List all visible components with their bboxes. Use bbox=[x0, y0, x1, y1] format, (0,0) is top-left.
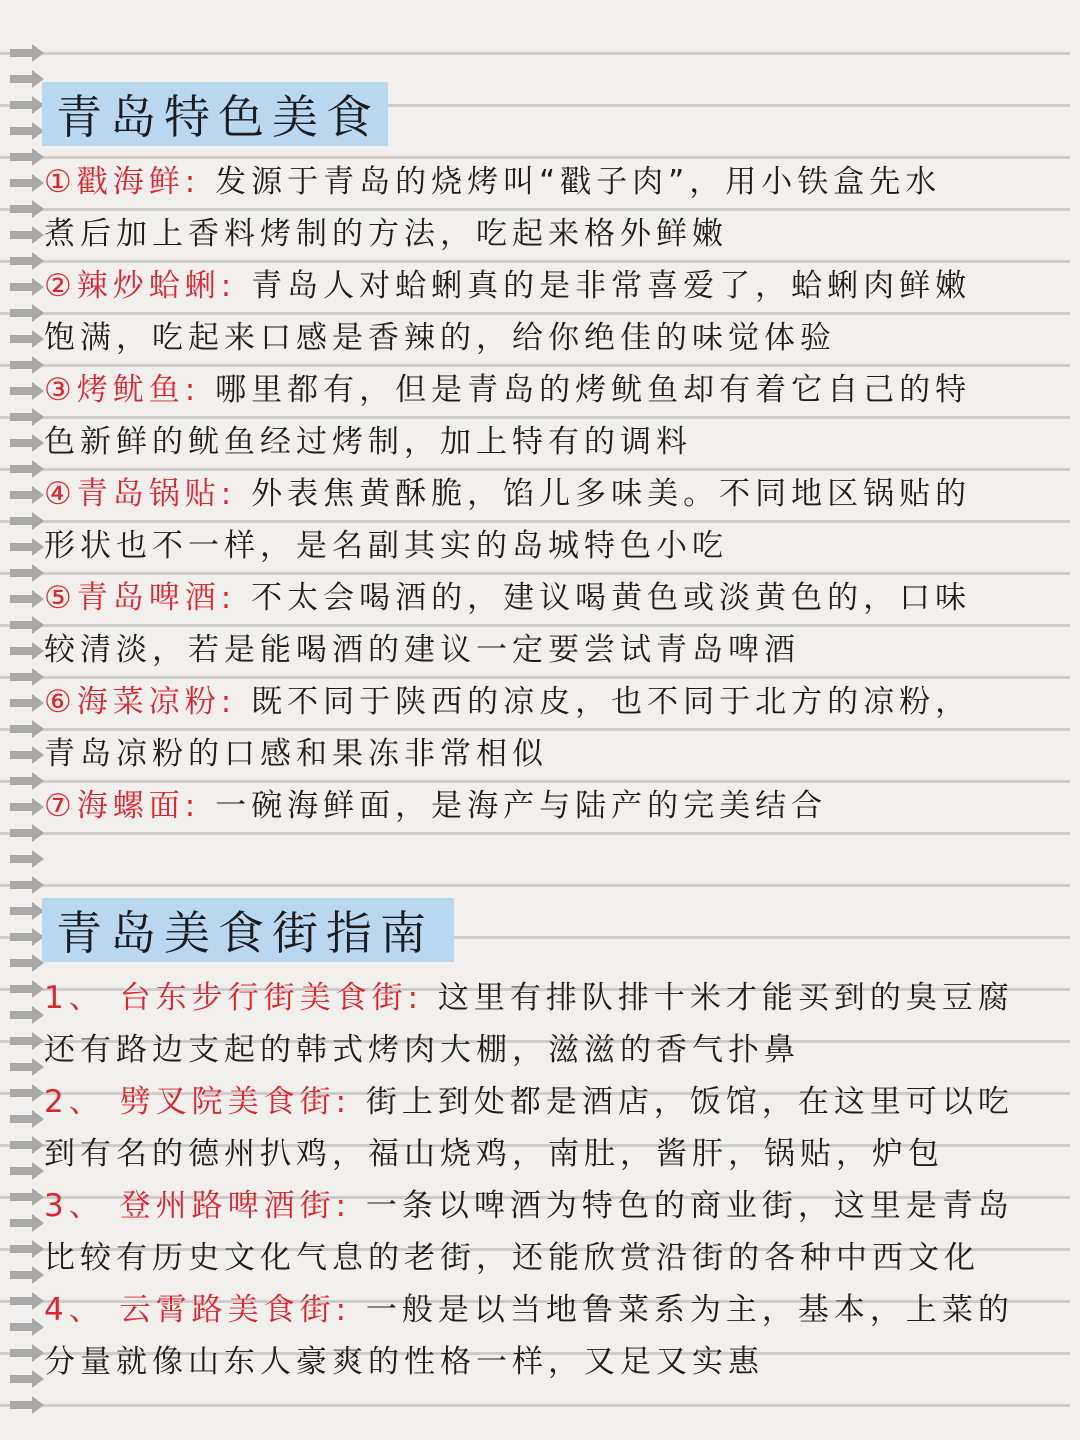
street-item-2-line-1 bbox=[44, 1076, 1054, 1128]
section-title: 青岛特色美食 bbox=[56, 90, 380, 144]
item-label: ④青岛锅贴: bbox=[44, 476, 237, 512]
food-item-2-line-1 bbox=[44, 260, 1054, 312]
margin-arrow-icon bbox=[10, 1058, 44, 1076]
item-text: 一条以啤酒为特色的商业街，这里是青岛 bbox=[365, 1188, 1014, 1224]
ruled-line bbox=[0, 832, 1070, 835]
item-text: 比较有历史文化气息的老街，还能欣赏沿街的各种中西文化 bbox=[44, 1240, 980, 1276]
item-label: 1、 台东步行街美食街: bbox=[44, 980, 424, 1016]
margin-arrow-icon bbox=[10, 356, 44, 374]
margin-arrow-icon bbox=[10, 1162, 44, 1180]
item-text: 煮后加上香料烤制的方法，吃起来格外鲜嫩 bbox=[44, 216, 728, 252]
item-text: 青岛人对蛤蜊真的是非常喜爱了，蛤蜊肉鲜嫩 bbox=[251, 268, 972, 304]
item-text: 一般是以当地鲁菜系为主，基本，上菜的 bbox=[365, 1292, 1014, 1328]
margin-arrow-icon bbox=[10, 902, 44, 920]
item-label: ⑦海螺面: bbox=[44, 788, 201, 824]
food-item-1-line-1 bbox=[44, 156, 1054, 208]
margin-arrow-icon bbox=[10, 330, 44, 348]
margin-arrow-icon bbox=[10, 876, 44, 894]
street-item-3-line-2 bbox=[44, 1232, 1054, 1284]
food-item-6-line-2 bbox=[44, 728, 1054, 780]
margin-arrow-icon bbox=[10, 564, 44, 582]
item-text: 分量就像山东人豪爽的性格一样，又足又实惠 bbox=[44, 1344, 764, 1380]
food-item-5-line-1 bbox=[44, 572, 1054, 624]
street-item-1-line-1 bbox=[44, 972, 1054, 1024]
margin-arrow-icon bbox=[10, 1370, 44, 1388]
margin-arrow-icon bbox=[10, 668, 44, 686]
food-item-4-line-2 bbox=[44, 520, 1054, 572]
item-text: 还有路边支起的韩式烤肉大棚，滋滋的香气扑鼻 bbox=[44, 1032, 800, 1068]
item-label: ①戳海鲜: bbox=[44, 164, 201, 200]
margin-arrow-icon bbox=[10, 1396, 44, 1414]
margin-arrow-icon bbox=[10, 512, 44, 530]
margin-arrow-icon bbox=[10, 1032, 44, 1050]
ruled-line bbox=[0, 884, 1070, 887]
margin-arrow-icon bbox=[10, 434, 44, 452]
item-text: 发源于青岛的烧烤叫“戳子肉”，用小铁盒先水 bbox=[215, 164, 942, 200]
margin-arrow-icon bbox=[10, 1318, 44, 1336]
margin-arrow-icon bbox=[10, 642, 44, 660]
item-text: 这里有排队排十米才能买到的臭豆腐 bbox=[437, 980, 1014, 1016]
item-text: 既不同于陕西的凉皮，也不同于北方的凉粉， bbox=[251, 684, 972, 720]
margin-arrow-icon bbox=[10, 1266, 44, 1284]
food-item-6-line-1 bbox=[44, 676, 1054, 728]
margin-arrow-icon bbox=[10, 720, 44, 738]
margin-arrow-icon bbox=[10, 1240, 44, 1258]
margin-arrow-icon bbox=[10, 226, 44, 244]
food-item-5-line-2 bbox=[44, 624, 1054, 676]
section-heading-food-street-guide bbox=[42, 898, 454, 962]
margin-arrow-icon bbox=[10, 850, 44, 868]
item-text: 街上到处都是酒店，饭馆，在这里可以吃 bbox=[365, 1084, 1014, 1120]
margin-arrow-icon bbox=[10, 148, 44, 166]
margin-arrow-icon bbox=[10, 1214, 44, 1232]
item-label: ⑤青岛啤酒: bbox=[44, 580, 237, 616]
item-label: ③烤鱿鱼: bbox=[44, 372, 201, 408]
street-item-4-line-2 bbox=[44, 1336, 1054, 1388]
margin-arrow-icon bbox=[10, 694, 44, 712]
margin-arrow-icon bbox=[10, 1136, 44, 1154]
margin-arrow-icon bbox=[10, 538, 44, 556]
margin-arrow-icon bbox=[10, 460, 44, 478]
item-text: 较清淡，若是能喝酒的建议一定要尝试青岛啤酒 bbox=[44, 632, 800, 668]
margin-arrow-icon bbox=[10, 798, 44, 816]
food-item-1-line-2 bbox=[44, 208, 1054, 260]
margin-arrow-icon bbox=[10, 1084, 44, 1102]
margin-arrow-icon bbox=[10, 382, 44, 400]
street-item-3-line-1 bbox=[44, 1180, 1054, 1232]
margin-arrow-icon bbox=[10, 278, 44, 296]
street-item-4-line-1 bbox=[44, 1284, 1054, 1336]
margin-arrow-icon bbox=[10, 1188, 44, 1206]
margin-arrow-icon bbox=[10, 486, 44, 504]
item-label: ②辣炒蛤蜊: bbox=[44, 268, 237, 304]
section-heading-specialty-food bbox=[42, 82, 388, 146]
margin-arrow-icon bbox=[10, 252, 44, 270]
item-label: 2、 劈叉院美食街: bbox=[44, 1084, 352, 1120]
margin-arrow-icon bbox=[10, 590, 44, 608]
margin-arrow-icon bbox=[10, 980, 44, 998]
margin-arrow-icon bbox=[10, 408, 44, 426]
item-text: 外表焦黄酥脆，馅儿多味美。不同地区锅贴的 bbox=[251, 476, 972, 512]
item-text: 形状也不一样，是名副其实的岛城特色小吃 bbox=[44, 528, 728, 564]
food-item-3-line-1 bbox=[44, 364, 1054, 416]
item-label: ⑥海菜凉粉: bbox=[44, 684, 237, 720]
margin-arrow-icon bbox=[10, 1110, 44, 1128]
item-label: 4、 云霄路美食街: bbox=[44, 1292, 352, 1328]
food-item-2-line-2 bbox=[44, 312, 1054, 364]
item-text: 青岛凉粉的口感和果冻非常相似 bbox=[44, 736, 548, 772]
margin-arrow-icon bbox=[10, 616, 44, 634]
margin-arrow-icon bbox=[10, 174, 44, 192]
margin-arrow-icon bbox=[10, 928, 44, 946]
margin-arrow-icon bbox=[10, 772, 44, 790]
margin-arrow-icon bbox=[10, 70, 44, 88]
item-text: 到有名的德州扒鸡，福山烧鸡，南肚，酱肝，锅贴，炉包 bbox=[44, 1136, 944, 1172]
margin-arrow-icon bbox=[10, 44, 44, 62]
ruled-line bbox=[0, 52, 1070, 55]
margin-arrow-icon bbox=[10, 1292, 44, 1310]
section-title: 青岛美食街指南 bbox=[56, 906, 434, 960]
street-item-1-line-2 bbox=[44, 1024, 1054, 1076]
margin-arrow-icon bbox=[10, 200, 44, 218]
item-text: 一碗海鲜面，是海产与陆产的完美结合 bbox=[215, 788, 828, 824]
ruled-line bbox=[0, 1404, 1070, 1407]
margin-arrow-icon bbox=[10, 96, 44, 114]
item-text: 色新鲜的鱿鱼经过烤制，加上特有的调料 bbox=[44, 424, 692, 460]
food-item-7-line-1 bbox=[44, 780, 1054, 832]
margin-arrow-icon bbox=[10, 746, 44, 764]
item-text: 不太会喝酒的，建议喝黄色或淡黄色的，口味 bbox=[251, 580, 972, 616]
food-item-3-line-2 bbox=[44, 416, 1054, 468]
margin-arrow-icon bbox=[10, 1344, 44, 1362]
item-text: 饱满，吃起来口感是香辣的，给你绝佳的味觉体验 bbox=[44, 320, 836, 356]
street-item-2-line-2 bbox=[44, 1128, 1054, 1180]
margin-arrow-icon bbox=[10, 304, 44, 322]
margin-arrow-icon bbox=[10, 954, 44, 972]
item-label: 3、 登州路啤酒街: bbox=[44, 1188, 352, 1224]
margin-arrow-icon bbox=[10, 122, 44, 140]
margin-arrow-icon bbox=[10, 824, 44, 842]
margin-arrow-icon bbox=[10, 1006, 44, 1024]
food-item-4-line-1 bbox=[44, 468, 1054, 520]
item-text: 哪里都有，但是青岛的烤鱿鱼却有着它自己的特 bbox=[215, 372, 972, 408]
